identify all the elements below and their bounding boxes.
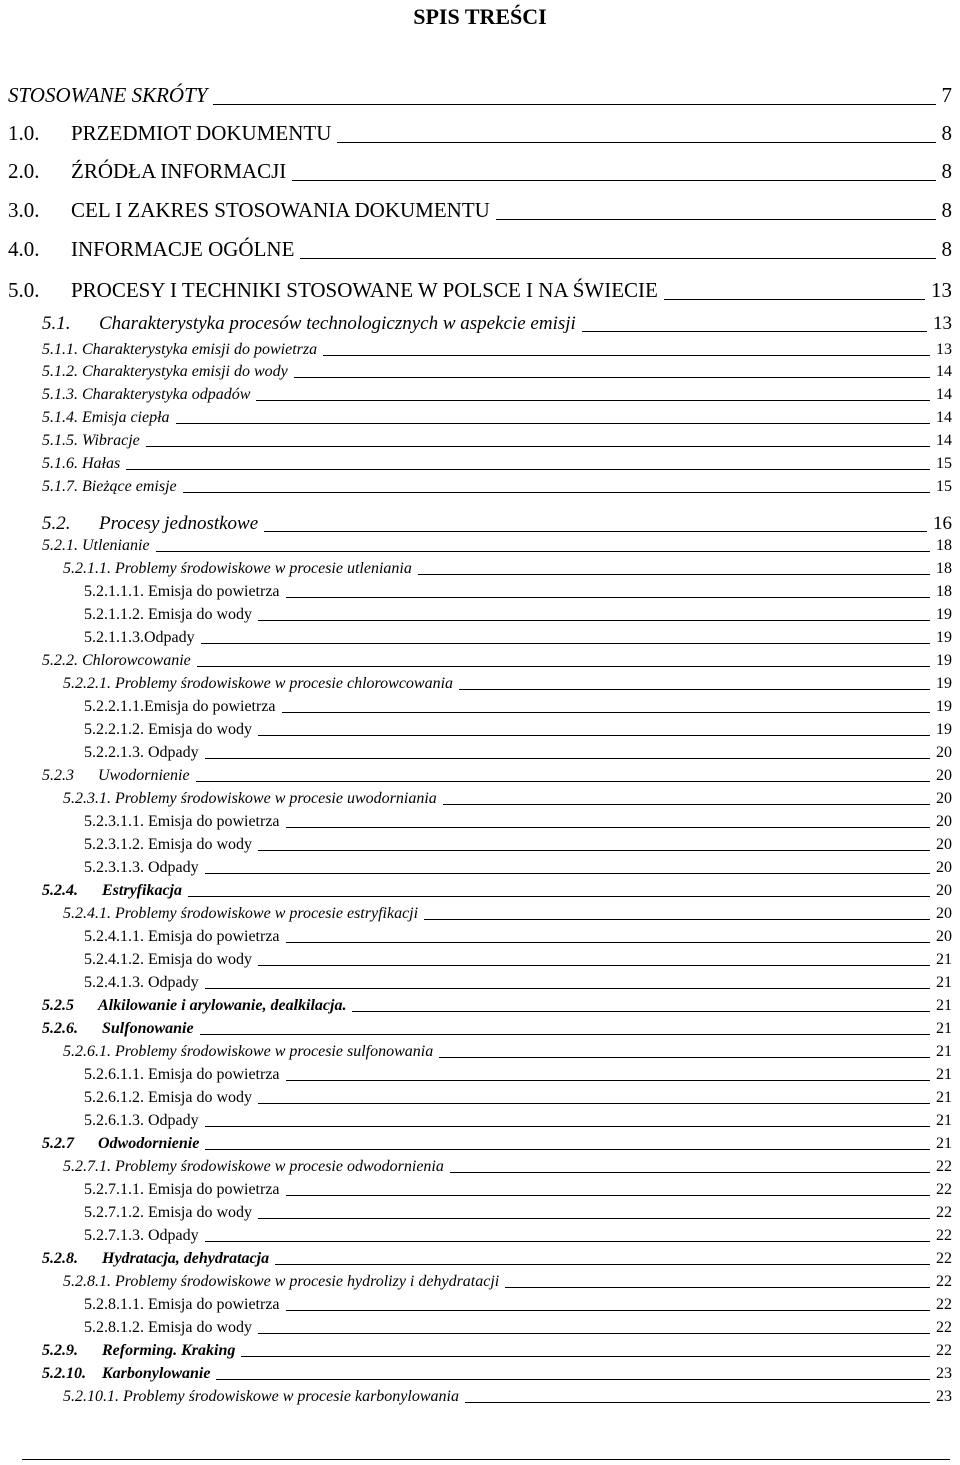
toc-entry-label: 5.2.10.1. Problemy środowiskowe w procesie karbonylowania [63,1388,459,1405]
page-title: SPIS TREŚCI [413,4,547,29]
toc-entry-label: 5.2. Procesy jednostkowe [42,513,259,534]
toc-entry-label: 5.0. PROCESY I TECHNIKI STOSOWANE W POLSCE I NA ŚWIECIE [8,278,658,302]
toc-leader-line [200,1034,930,1035]
toc-entry[interactable] [84,1180,952,1200]
toc-entry[interactable] [84,812,952,832]
toc-page-number: 21 [936,974,952,991]
toc-entry-label: 5.1.1. Charakterystyka emisji do powietrza [42,341,318,358]
toc-entry-label: 5.1.7. Bieżące emisje [42,478,177,495]
toc-leader-line [201,643,930,644]
toc-entry[interactable] [84,582,952,602]
toc-page-number: 21 [936,997,952,1014]
toc-entry[interactable] [84,720,952,740]
toc-entry[interactable] [8,158,952,185]
toc-entry-label: 5.2.4.1.1. Emisja do powietrza [84,928,280,945]
toc-entry[interactable] [42,362,952,382]
toc-leader-line [286,1080,930,1081]
toc-entry-label: 4.0. INFORMACJE OGÓLNE [8,237,295,261]
toc-page-number: 21 [936,1112,952,1129]
toc-entry-label: 5.2.9. Reforming. Kraking [42,1342,236,1359]
toc-entry[interactable] [42,454,952,474]
toc-page-number: 18 [936,537,952,554]
toc-entry-label: 5.2.2.1. Problemy środowiskowe w procesie chlorowcowania [63,675,454,692]
toc-entry-label: 5.1.3. Charakterystyka odpadów [42,386,251,403]
toc-page-number: 8 [941,159,952,183]
toc-leader-line [176,423,930,424]
toc-entry[interactable] [42,1019,952,1039]
toc-entry[interactable] [84,1318,952,1338]
toc-page-number: 22 [936,1204,952,1221]
toc-leader-line [496,219,936,220]
toc-entry[interactable] [42,1134,952,1154]
toc-page-number: 14 [936,409,952,426]
toc-leader-line [439,1057,930,1058]
toc-page-number: 20 [936,859,952,876]
toc-page-number: 19 [936,629,952,646]
toc-entry[interactable] [63,1042,952,1062]
toc-leader-line [146,446,930,447]
toc-leader-line [205,1241,930,1242]
toc-page-number: 21 [936,1020,952,1037]
toc-leader-line [258,1218,930,1219]
toc-page-number: 14 [936,432,952,449]
toc-leader-line [241,1356,930,1357]
toc-entry-label: 5.2.3.1.1. Emisja do powietrza [84,813,280,830]
toc-entry[interactable] [84,605,952,625]
toc-entry[interactable] [42,385,952,405]
toc-entry[interactable] [84,1088,952,1108]
toc-entry[interactable] [8,277,952,304]
toc-page-number: 19 [936,675,952,692]
toc-leader-line [183,492,930,493]
toc-entry-label: 5.1. Charakterystyka procesów technologicznych w aspekcie emisji [42,313,576,334]
toc-leader-line [205,873,930,874]
toc-page-number: 22 [936,1158,952,1175]
toc-leader-line [275,1264,930,1265]
toc-page-number: 22 [936,1319,952,1336]
toc-page-number: 21 [936,1066,952,1083]
toc-entry[interactable] [84,743,952,763]
toc-page-number: 20 [936,790,952,807]
toc-page-number: 14 [936,363,952,380]
toc-entry[interactable] [8,82,952,109]
toc-entry[interactable] [42,431,952,451]
toc-page-number: 20 [936,813,952,830]
toc-entry[interactable] [42,408,952,428]
toc-entry-label: 5.2.8.1.1. Emisja do powietrza [84,1296,280,1313]
toc-page-number: 22 [936,1227,952,1244]
toc-entry[interactable] [84,1111,952,1131]
toc-page-number: 15 [936,478,952,495]
toc-leader-line [294,377,930,378]
toc-entry[interactable] [63,559,952,579]
toc-entry[interactable] [63,904,952,924]
toc-leader-line [216,1379,930,1380]
toc-page-number: 20 [936,767,952,784]
toc-leader-line [205,758,930,759]
toc-leader-line [505,1287,930,1288]
toc-entry-label: 5.2.1.1.1. Emisja do powietrza [84,583,280,600]
toc-leader-line [465,1402,930,1403]
toc-entry-label: 5.2.1.1.2. Emisja do wody [84,606,252,623]
toc-entry-label: 5.2.6.1.2. Emisja do wody [84,1089,252,1106]
toc-page-number: 8 [941,237,952,261]
toc-page-number: 19 [936,652,952,669]
toc-entry-label: 5.2.6.1.3. Odpady [84,1112,199,1129]
toc-leader-line [418,574,930,575]
toc-entry-label: 5.2.7.1.1. Emisja do powietrza [84,1181,280,1198]
toc-entry-label: 5.2.7.1.3. Odpady [84,1227,199,1244]
toc-entry-label: 5.2.4.1. Problemy środowiskowe w procesie estryfikacji [63,905,419,922]
toc-entry-label: 5.1.4. Emisja ciepła [42,409,170,426]
toc-page-number: 13 [931,278,952,302]
toc-entry-label: 5.1.2. Charakterystyka emisji do wody [42,363,288,380]
toc-page-number: 22 [936,1250,952,1267]
toc-page-number: 18 [936,583,952,600]
toc-entry-label: 5.2.7 Odwodornienie [42,1135,200,1152]
toc-page-number: 20 [936,928,952,945]
toc-leader-line [258,620,930,621]
toc-entry[interactable] [8,236,952,263]
toc-entry[interactable] [42,651,952,671]
toc-entry-label: 5.2.5 Alkilowanie i arylowanie, dealkilacja. [42,997,347,1014]
toc-entry-label: 5.2.6. Sulfonowanie [42,1020,194,1037]
toc-leader-line [258,735,930,736]
toc-entry-label: 5.2.3.1.2. Emisja do wody [84,836,252,853]
toc-page-number: 15 [936,455,952,472]
toc-entry-label: 5.2.6.1.1. Emisja do powietrza [84,1066,280,1083]
toc-leader-line [323,355,930,356]
toc-leader-line [256,400,930,401]
toc-entry-label: 5.2.8. Hydratacja, dehydratacja [42,1250,270,1267]
toc-entry-label: 5.2.4. Estryfikacja [42,882,182,899]
toc-leader-line [582,331,927,332]
toc-page-number: 21 [936,951,952,968]
toc-leader-line [196,781,930,782]
toc-entry[interactable] [63,1387,952,1407]
toc-entry[interactable] [63,1157,952,1177]
toc-leader-line [205,1126,930,1127]
toc-entry-label: 5.2.2.1.1.Emisja do powietrza [84,698,276,715]
toc-entry-label: 1.0. PRZEDMIOT DOKUMENTU [8,121,332,145]
toc-page-number: 21 [936,1135,952,1152]
toc-entry[interactable] [84,973,952,993]
toc-leader-line [258,965,930,966]
toc-entry[interactable] [84,697,952,717]
toc-page-number: 13 [936,341,952,358]
toc-leader-line [424,919,930,920]
toc-leader-line [443,804,930,805]
toc-entry[interactable] [8,120,952,147]
toc-leader-line [292,180,935,181]
toc-entry-label: 5.1.6. Hałas [42,455,121,472]
toc-page-number: 20 [936,744,952,761]
toc-leader-line [664,299,925,300]
toc-leader-line [286,1195,930,1196]
toc-entry-label: 5.2.6.1. Problemy środowiskowe w procesie sulfonowania [63,1043,434,1060]
toc-entry-label: STOSOWANE SKRÓTY [8,83,208,107]
toc-entry-label: 5.2.1.1.3.Odpady [84,629,195,646]
toc-entry[interactable] [42,340,952,360]
toc-leader-line [337,142,935,143]
toc-entry-label: 5.2.8.1. Problemy środowiskowe w procesie hydrolizy i dehydratacji [63,1273,500,1290]
toc-leader-line [188,896,930,897]
toc-page-number: 22 [936,1296,952,1313]
toc-page-number: 23 [936,1388,952,1405]
toc-entry[interactable] [63,1272,952,1292]
toc-page-number: 8 [941,198,952,222]
toc-entry-label: 5.2.3.1. Problemy środowiskowe w procesie uwodorniania [63,790,437,807]
toc-leader-line [286,1310,930,1311]
toc-entry-label: 5.2.1. Utlenianie [42,537,150,554]
toc-page-number: 22 [936,1342,952,1359]
toc-leader-line [258,850,930,851]
toc-page-number: 19 [936,721,952,738]
toc-leader-line [450,1172,930,1173]
toc-entry[interactable] [42,996,952,1016]
toc-entry[interactable] [84,1065,952,1085]
toc-entry-label: 5.2.4.1.3. Odpady [84,974,199,991]
toc-entry[interactable] [84,1226,952,1246]
toc-entry[interactable] [42,312,952,336]
toc-leader-line [300,258,935,259]
toc-entry[interactable] [42,512,952,536]
toc-entry-label: 5.1.5. Wibracje [42,432,140,449]
toc-page-number: 20 [936,836,952,853]
toc-leader-line [459,689,930,690]
toc-entry-label: 2.0. ŹRÓDŁA INFORMACJI [8,159,287,183]
toc-page-number: 22 [936,1273,952,1290]
toc-leader-line [286,597,930,598]
toc-entry-label: 5.2.4.1.2. Emisja do wody [84,951,252,968]
toc-entry[interactable] [84,858,952,878]
toc-page-number: 22 [936,1181,952,1198]
toc-leader-line [156,551,930,552]
toc-page-number: 21 [936,1089,952,1106]
toc-page-number: 20 [936,905,952,922]
toc-page-number: 19 [936,606,952,623]
toc-entry-label: 5.2.3 Uwodornienie [42,767,190,784]
toc-entry[interactable] [42,766,952,786]
toc-page-number: 20 [936,882,952,899]
toc-page-number: 8 [941,121,952,145]
toc-page-number: 19 [936,698,952,715]
toc-entry-label: 5.2.10. Karbonylowanie [42,1365,211,1382]
toc-entry-label: 5.2.2.1.3. Odpady [84,744,199,761]
toc-leader-line [205,988,930,989]
toc-leader-line [126,469,930,470]
toc-entry-label: 5.2.8.1.2. Emisja do wody [84,1319,252,1336]
toc-page-number: 13 [933,313,952,334]
toc-entry-label: 5.2.2. Chlorowcowanie [42,652,191,669]
toc-entry-label: 3.0. CEL I ZAKRES STOSOWANIA DOKUMENTU [8,198,490,222]
toc-leader-line [205,1149,930,1150]
toc-entry[interactable] [84,1295,952,1315]
toc-leader-line [197,666,930,667]
toc-entry-label: 5.2.1.1. Problemy środowiskowe w procesie utleniania [63,560,412,577]
toc-entry[interactable] [42,881,952,901]
toc-leader-line [264,531,927,532]
toc-leader-line [258,1333,930,1334]
toc-entry[interactable] [84,927,952,947]
toc-leader-line [286,827,930,828]
toc-entry-label: 5.2.2.1.2. Emisja do wody [84,721,252,738]
toc-page-number: 14 [936,386,952,403]
toc-entry-label: 5.2.3.1.3. Odpady [84,859,199,876]
toc-entry[interactable] [8,197,952,224]
toc-page-number: 16 [933,513,952,534]
toc-leader-line [258,1103,930,1104]
toc-page-number: 18 [936,560,952,577]
toc-entry[interactable] [84,628,952,648]
toc-entry[interactable] [42,1341,952,1361]
toc-page-number: 23 [936,1365,952,1382]
toc-entry-label: 5.2.7.1.2. Emisja do wody [84,1204,252,1221]
toc-leader-line [213,104,935,105]
toc-entry[interactable] [42,1364,952,1384]
toc-leader-line [286,942,930,943]
toc-entry[interactable] [84,835,952,855]
toc-entry[interactable] [42,477,952,497]
toc-entry-label: 5.2.7.1. Problemy środowiskowe w procesie odwodornienia [63,1158,444,1175]
toc-page-number: 21 [936,1043,952,1060]
toc-entry[interactable] [42,536,952,556]
toc-entry[interactable] [42,1249,952,1269]
toc-entry[interactable] [84,1203,952,1223]
footnote-divider [22,1459,950,1460]
toc-entry[interactable] [63,789,952,809]
toc-leader-line [282,712,930,713]
toc-leader-line [352,1011,930,1012]
toc-page-number: 7 [941,83,952,107]
toc-entry[interactable] [84,950,952,970]
toc-entry[interactable] [63,674,952,694]
